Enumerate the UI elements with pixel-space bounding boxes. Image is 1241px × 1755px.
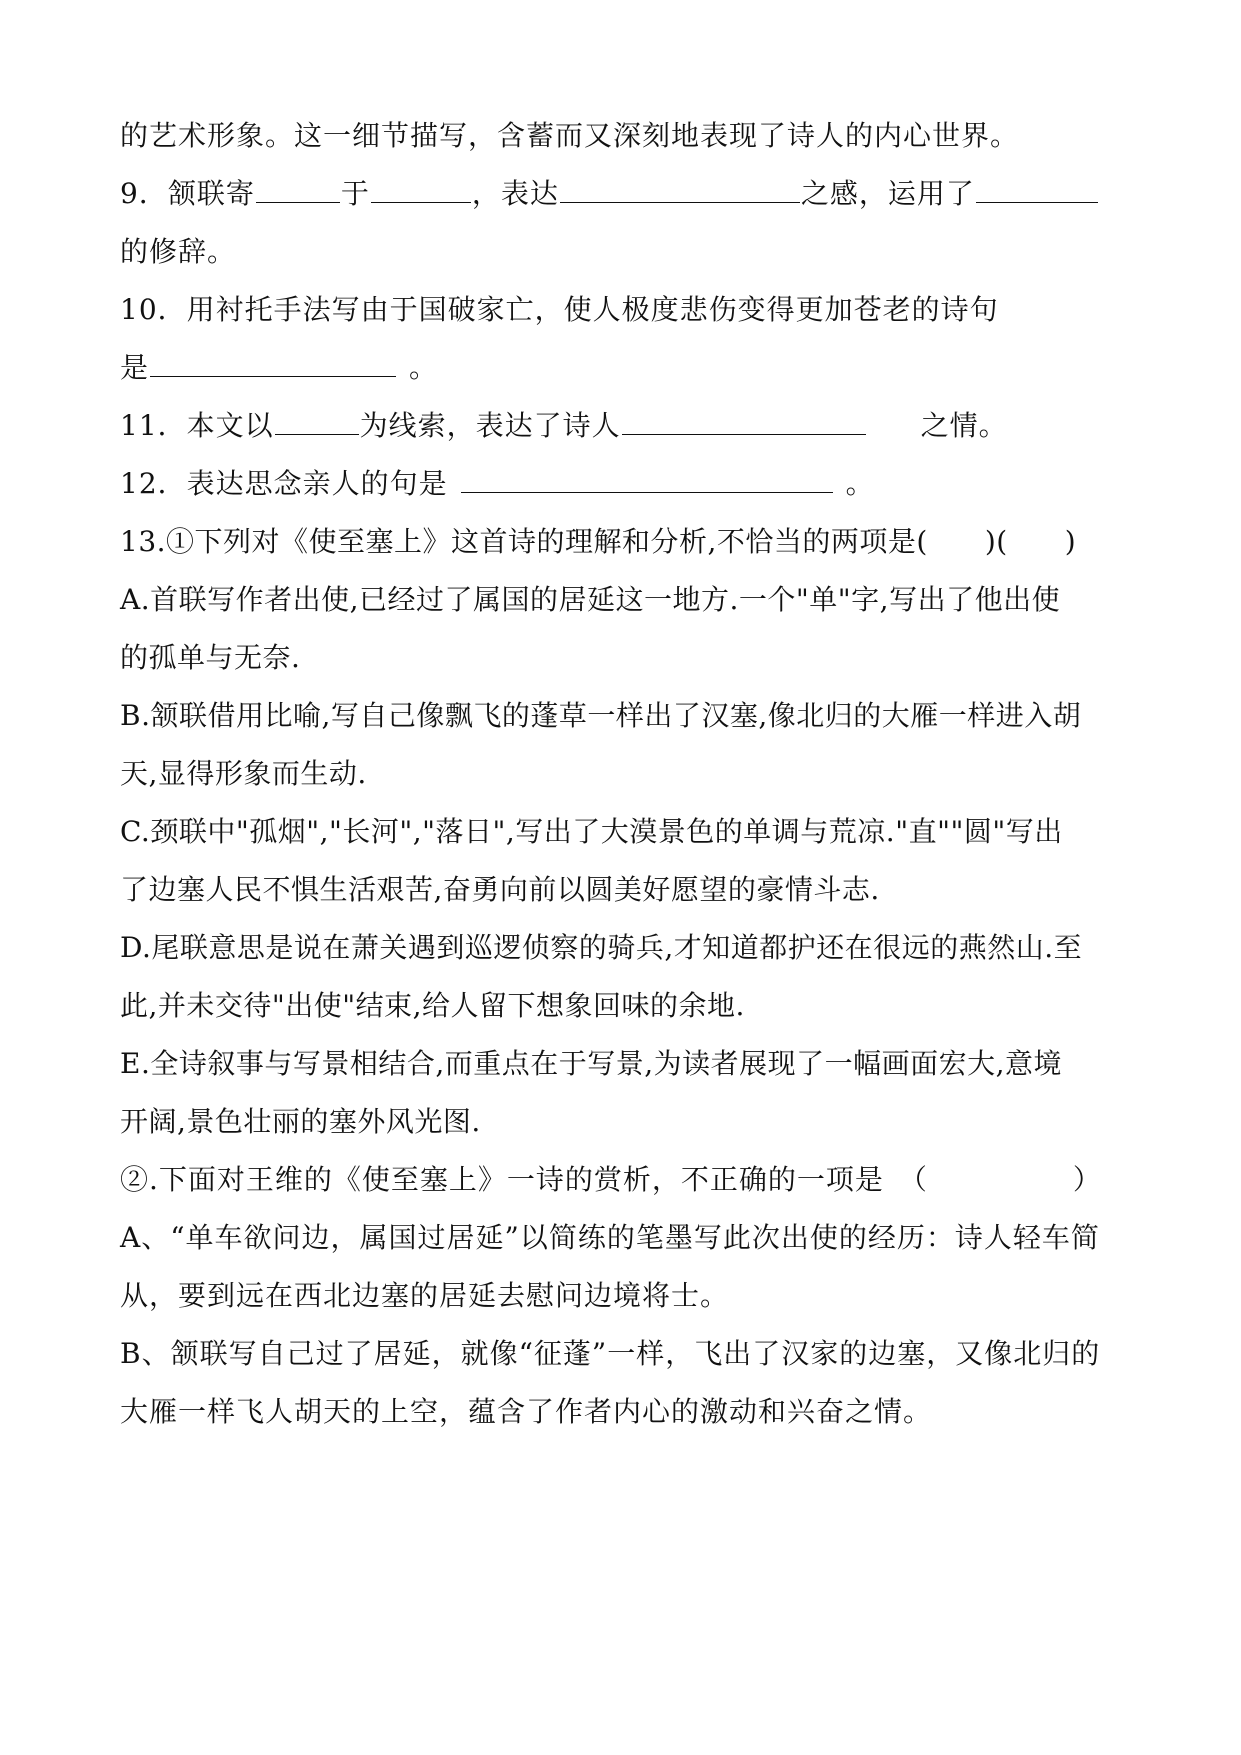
q12-prefix: 12．表达思念亲人的句是 xyxy=(120,467,448,500)
option-a: A.首联写作者出使,已经过了属国的居延这一地方.一个"单"字,写出了他出使 xyxy=(120,583,1061,616)
option-c-cont: 了边塞人民不惧生活艰苦,奋勇向前以圆美好愿望的豪情斗志. xyxy=(120,873,880,906)
answer-blank[interactable] xyxy=(275,406,359,435)
q11-end: 之情。 xyxy=(920,409,1008,442)
option-b: B.颔联借用比喻,写自己像飘飞的蓬草一样出了汉塞,像北归的大雁一样进入胡 xyxy=(120,699,1082,732)
answer-blank[interactable] xyxy=(976,174,1098,203)
answer-blank[interactable] xyxy=(461,464,833,493)
option-d: D.尾联意思是说在萧关遇到巡逻侦察的骑兵,才知道都护还在很远的燕然山.至 xyxy=(120,931,1083,964)
text-line: 的艺术形象。这一细节描写，含蓄而又深刻地表现了诗人的内心世界。 xyxy=(120,119,1020,152)
q9-mid1: 于 xyxy=(340,177,370,210)
q11-mid: 为线索，表达了诗人 xyxy=(359,409,621,442)
question-10: 10．用衬托手法写由于国破家亡，使人极度悲伤变得更加苍老的诗句 xyxy=(120,293,999,326)
q10-end: 。 xyxy=(409,351,439,384)
answer-blank[interactable] xyxy=(560,174,800,203)
option-b-cont: 天,显得形象而生动. xyxy=(120,757,367,790)
option-2a: A、“单车欲问边，属国过居延”以简练的笔墨写此次出使的经历：诗人轻车简 xyxy=(120,1221,1100,1254)
question-10-answer xyxy=(120,348,438,388)
q11-prefix: 11．本文以 xyxy=(120,409,274,442)
q12-end: 。 xyxy=(845,467,875,500)
question-13b-stem: ②.下面对王维的《使至塞上》一诗的赏析，不正确的一项是 （ ） xyxy=(120,1163,1102,1196)
answer-blank[interactable] xyxy=(256,174,340,203)
option-c: C.颈联中"孤烟","长河","落日",写出了大漠景色的单调与荒凉."直""圆"写出 xyxy=(120,815,1063,848)
question-13-stem: 13.①下列对《使至塞上》这首诗的理解和分析,不恰当的两项是( )( ) xyxy=(120,525,1077,558)
q9-mid3: 之感，运用了 xyxy=(800,177,975,210)
option-a-cont: 的孤单与无奈. xyxy=(120,641,301,674)
option-d-cont: 此,并未交待"出使"结束,给人留下想象回味的余地. xyxy=(120,989,745,1022)
option-e-cont: 开阔,景色壮丽的塞外风光图. xyxy=(120,1105,481,1138)
question-9 xyxy=(120,174,1099,214)
q10-prefix: 是 xyxy=(120,351,150,384)
q9-prefix: 9．颔联寄 xyxy=(120,177,255,210)
option-e: E.全诗叙事与写景相结合,而重点在于写景,为读者展现了一幅画面宏大,意境 xyxy=(120,1047,1063,1080)
option-2a-cont: 从，要到远在西北边塞的居延去慰问边境将士。 xyxy=(120,1279,730,1312)
q9-tail: 的修辞。 xyxy=(120,235,237,268)
answer-blank[interactable] xyxy=(371,174,471,203)
question-12 xyxy=(120,464,875,504)
option-2b: B、颔联写自己过了居延，就像“征蓬”一样，飞出了汉家的边塞，又像北归的 xyxy=(120,1337,1101,1370)
answer-blank[interactable] xyxy=(622,406,866,435)
question-11 xyxy=(120,406,1008,446)
q9-mid2: ，表达 xyxy=(471,177,559,210)
answer-blank[interactable] xyxy=(150,348,396,377)
option-2b-cont: 大雁一样飞人胡天的上空，蕴含了作者内心的激动和兴奋之情。 xyxy=(120,1395,933,1428)
